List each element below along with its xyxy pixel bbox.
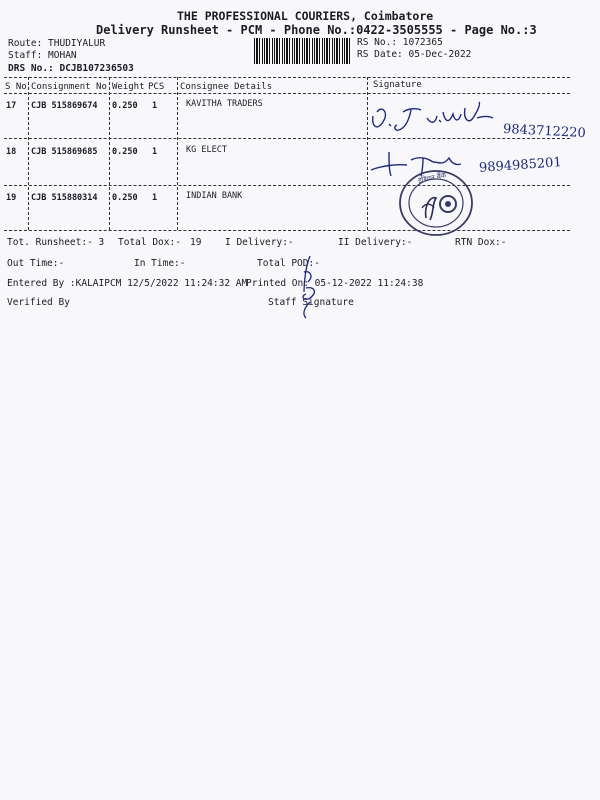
ii-delivery: II Delivery:- [338,237,413,248]
col-divider [109,77,110,230]
total-dox-label: Total Dox:- [118,237,181,248]
row-weight: 0.250 [112,193,138,203]
row-consignment: CJB 515869685 [31,147,98,157]
i-delivery: I Delivery:- [225,237,294,248]
col-header-pcs: PCS [148,82,165,92]
row-pcs: 1 [152,101,158,111]
col-header-weight: Weight [112,82,145,92]
row-consignment: CJB 515880314 [31,193,98,203]
col-header-sno: S No [5,82,27,92]
table-top-line [4,77,570,78]
runsheet-subtitle: Delivery Runsheet - PCM - Phone No.:0422-3505555 - Page No.:3 [96,23,537,37]
header-bottom-line [4,93,570,94]
tot-runsheet: Tot. Runsheet:- 3 [7,237,105,248]
out-time: Out Time:- [7,258,65,269]
row-weight: 0.250 [112,101,138,111]
row-consignment: CJB 515869674 [31,101,98,111]
handwritten-signature [365,98,515,143]
staff-signature-label: Staff Signature [268,297,354,308]
row-sno: 17 [6,101,17,111]
verified-by: Verified By [7,297,70,308]
barcode [254,38,350,64]
table-bottom-line [4,230,570,231]
row-consignee: INDIAN BANK [186,191,243,201]
staff-label: Staff: MOHAN [8,50,77,61]
drs-number: DRS No.: DCJB107236503 [8,63,134,74]
col-divider [28,77,29,230]
row-weight: 0.250 [112,147,138,157]
consignee-phone-handwritten: 9894985201 [478,155,563,176]
row-divider [4,185,570,186]
row-pcs: 1 [152,147,158,157]
entered-by: Entered By :KALAIPCM 12/5/2022 11:24:32 AM [7,278,248,289]
total-pod: Total POD:- [257,258,320,269]
row-sno: 18 [6,147,17,157]
col-header-consignee: Consignee Details [180,82,273,92]
row-consignee: KG ELECT [186,145,227,155]
company-title: THE PROFESSIONAL COURIERS, Coimbatore [177,9,434,23]
rtn-dox: RTN Dox:- [455,237,507,248]
row-consignee: KAVITHA TRADERS [186,99,263,109]
col-header-consignment: Consignment No [31,82,107,92]
stamp-text: इंडियन बैंक [417,171,447,185]
row-sno: 19 [6,193,17,203]
route-label: Route: THUDIYALUR [8,38,106,49]
staff-handwritten-signature [280,252,330,322]
bank-stamp [396,168,476,238]
rs-number: RS No.: 1072365 [357,37,443,48]
row-pcs: 1 [152,193,158,203]
col-header-signature: Signature [373,80,422,90]
consignee-phone-handwritten: 9843712220 [502,121,587,142]
printed-on: Printed On: 05-12-2022 11:24:38 [246,278,424,289]
col-divider [177,77,178,230]
rs-date: RS Date: 05-Dec-2022 [357,49,472,60]
total-dox-value: 19 [190,237,202,248]
in-time: In Time:- [134,258,186,269]
